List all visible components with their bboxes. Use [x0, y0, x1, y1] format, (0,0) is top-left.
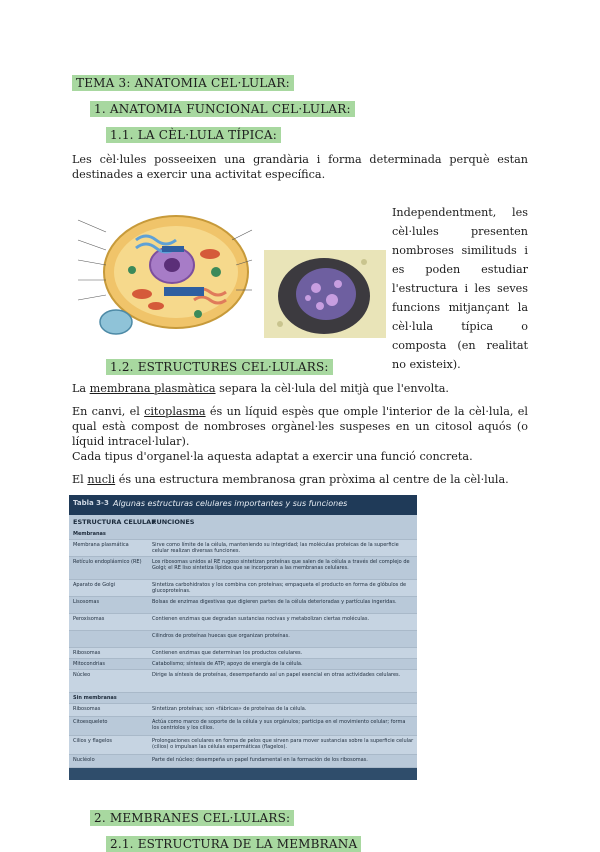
subsection-heading-1-1: 1.1. LA CÈL·LULA TÍPICA: — [106, 124, 281, 143]
nucleus-paragraph: El nucli és una estructura membranosa gran pròxima al centre de la cèl·lula. — [72, 473, 509, 486]
table-cell-structure: Sin membranas — [73, 695, 117, 701]
table-cell-structure: Retículo endoplásmico (RE) — [73, 559, 142, 565]
table-cell-function: Contienen enzimas que degradan sustancias nocivas y metabolizan ciertas moléculas. — [152, 616, 370, 622]
cell-structures-table — [69, 495, 417, 780]
table-row — [69, 755, 417, 768]
table-cell-structure: Ribosomas — [73, 650, 101, 656]
table-row — [69, 670, 417, 693]
cell-micrograph — [264, 250, 386, 338]
column-header-function: FUNCIONES — [152, 518, 195, 526]
section-heading-2: 2. MEMBRANES CEL·LULARS: — [90, 807, 294, 826]
animal-cell-diagram — [76, 210, 258, 338]
table-body — [69, 529, 417, 768]
topic-heading: TEMA 3: ANATOMIA CEL·LULAR: — [72, 72, 294, 91]
cytoplasm-paragraph: En canvi, el citoplasma és un líquid espès que omple l'interior de la cèl·lula, el qual està compost de nombroses orgànel·les suspeses en un citosol aquós (o líquid intracel·lular). Cada tipus d'organel·la aquesta adaptat a exercir una funció concreta. — [72, 405, 528, 463]
section-heading-1: 1. ANATOMIA FUNCIONAL CEL·LULAR: — [90, 98, 355, 117]
organelle-sentence: Cada tipus d'organel·la aquesta adaptat a exercir una funció concreta. — [72, 450, 473, 463]
table-cell-function: Contienen enzimas que determinan los productos celulares. — [152, 650, 303, 656]
table-row — [69, 580, 417, 597]
column-header-structure: ESTRUCTURA CELULAR — [73, 518, 157, 526]
table-row — [69, 540, 417, 557]
table-cell-structure: Lisosomas — [73, 599, 100, 605]
subsection-heading-2-1: 2.1. ESTRUCTURA DE LA MEMBRANA — [106, 833, 361, 852]
table-cell-function: Sintetiza carbohidratos y los combina con proteínas; empaqueta el producto en forma de glóbulos de glucoproteínas. — [152, 582, 407, 594]
table-row — [69, 717, 417, 736]
table-cell-function: Bolsas de enzimas digestivas que digieren partes de la célula deterioradas y partículas ingeridas. — [152, 599, 397, 605]
table-cell-structure: Núcleo — [73, 672, 91, 678]
table-title: Algunas estructuras celulares importantes y sus funciones — [113, 499, 348, 508]
table-cell-structure: Citoesqueleto — [73, 719, 108, 725]
table-row — [69, 597, 417, 614]
table-row — [69, 648, 417, 659]
table-row — [69, 736, 417, 755]
table-cell-function: Parte del núcleo; desempeña un papel fundamental en la formación de los ribosomas. — [152, 757, 368, 763]
table-row — [69, 693, 417, 704]
table-cell-structure: Aparato de Golgi — [73, 582, 116, 588]
table-cell-function: Prolongaciones celulares en forma de pelos que sirven para mover sustancias sobre la superficie celular (cilios) o impulsan las células espermáticas (flagelos). — [152, 738, 414, 750]
table-row — [69, 704, 417, 717]
table-header-bar — [69, 495, 417, 515]
citoplasma-term: citoplasma — [144, 405, 206, 418]
membrane-paragraph: La membrana plasmàtica separa la cèl·lula del mitjà que l'envolta. — [72, 382, 449, 395]
table-row — [69, 631, 417, 648]
intro-paragraph: Les cèl·lules posseeixen una grandària i forma determinada perquè estan destinades a exercir una activitat específica. — [72, 153, 528, 181]
table-row — [69, 557, 417, 580]
table-cell-structure: Nucléolo — [73, 757, 95, 763]
table-cell-function: Actúa como marco de soporte de la célula y sus orgánulos; participa en el movimiento celular; forma los centriolos y los cilios. — [152, 719, 406, 731]
table-cell-structure: Peroxisomas — [73, 616, 105, 622]
table-number: Tabla 3-3 — [73, 499, 109, 507]
table-cell-function: Cilindros de proteínas huecas que organizan proteínas. — [152, 633, 290, 639]
membrana-term: membrana plasmàtica — [89, 382, 216, 395]
subsection-heading-1-2: 1.2. ESTRUCTURES CEL·LULARS: — [106, 356, 333, 375]
table-cell-structure: Membranas — [73, 531, 106, 537]
table-cell-structure: Mitocondrias — [73, 661, 105, 667]
table-cell-structure: Ribosomas — [73, 706, 101, 712]
table-cell-function: Catabolismo; síntesis de ATP; apoyo de energía de la célula. — [152, 661, 303, 667]
table-row — [69, 529, 417, 540]
table-cell-function: Sintetizan proteínas; son «fábricas» de proteínas de la célula. — [152, 706, 307, 712]
table-column-headers — [69, 515, 417, 529]
side-paragraph: Independentment, les cèl·lules presenten nombroses similituds i es poden estudiar l'estructura i les seves funcions mitjançant la cèl·lula típica o composta (en realitat no existeix). — [392, 206, 528, 371]
table-row — [69, 614, 417, 631]
table-cell-function: Sirve como límite de la célula, manteniendo su integridad; las moléculas proteicas de la superficie celular realizan diversas funciones. — [152, 542, 399, 554]
table-cell-structure: Cilios y flagelos — [73, 738, 112, 744]
table-row — [69, 659, 417, 670]
nucli-term: nucli — [87, 473, 116, 486]
table-cell-function: Los ribosomas unidos al RE rugoso sintetizan proteínas que salen de la célula a través del complejo de Golgi; el RE liso sintetiza lípidos que se incorporan a las membranas celulares. — [152, 559, 410, 571]
table-cell-structure: Membrana plasmática — [73, 542, 129, 548]
table-cell-function: Dirige la síntesis de proteínas, desempeñando así un papel esencial en otras actividades celulares. — [152, 672, 401, 678]
